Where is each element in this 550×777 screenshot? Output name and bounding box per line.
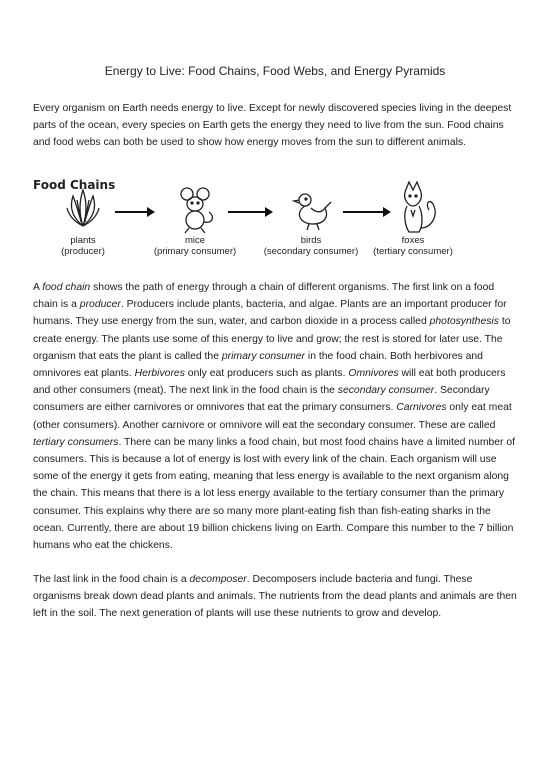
organism-name: foxes	[401, 235, 425, 246]
body-text: The last link in the food chain is a	[33, 574, 190, 585]
body-text: in the food chain. Both herbivores and omnivores eat plants.	[33, 350, 483, 380]
food-chain-figure	[33, 178, 521, 260]
food-chain-illustration	[33, 178, 521, 238]
document-title: Energy to Live: Food Chains, Food Webs, and Energy Pyramids	[104, 64, 446, 78]
organism-role: (producer)	[61, 246, 105, 257]
body-text: . There can be many links a food chain, but most food chains have a limited number of consumers. This is because a lot of energy is lost with every link of the chain. Each organism will use some of the energy it gets from eating, meaning that less energy is available to the next organism along the chain. This means that there is a lot less energy available to the tertiary consumer than the primary consumer. This explains why there are so many more plant-eating fish than fish-eating sharks in the ocean. Currently, there are about 19 billion chickens living on Earth. Compare this number to the 7 billion humans who eat the chickens.	[33, 436, 516, 552]
organism-role: (tertiary consumer)	[373, 246, 453, 257]
body-text: only eat producers such as plants.	[184, 368, 349, 380]
mouse-icon	[181, 188, 212, 233]
term-secondary-consumer: secondary consumer	[337, 385, 435, 397]
body-text: . Decomposers include bacteria and fungi. These organisms break down dead plants and animals. The nutrients from the dead plants and animals are then left in the soil. The next generation of plants will use these nutrients to grow and develop.	[33, 574, 517, 620]
organism-label	[353, 235, 473, 257]
term-primary-consumer: primary consumer	[221, 350, 306, 362]
term-decomposer: decomposer	[189, 574, 247, 585]
arrow-icon	[228, 207, 273, 217]
organism-role: (primary consumer)	[153, 246, 237, 257]
organism-name: mice	[184, 235, 206, 246]
body-text: will eat both producers and other consumers (meat). The next link in the food chain is the	[33, 368, 506, 397]
term-omnivores: Omnivores	[348, 368, 399, 380]
term-food-chain: food chain	[42, 282, 91, 293]
intro-paragraph: Every organism on Earth needs energy to live. Except for newly discovered species living in the deepest parts of the ocean, every species on Earth gets the energy they need to live from the sun. Food chains and food webs can both be used to show how energy moves from the sun to different animals.	[33, 103, 512, 149]
body-text: A	[33, 282, 43, 293]
organism-label	[23, 235, 143, 257]
fox-icon	[405, 182, 435, 232]
body-text: only eat meat (other consumers). Another carnivore or omnivore will eat the secondary consumer. These are called	[33, 402, 512, 431]
organism-name: plants	[70, 235, 96, 246]
body-text: shows the path of energy through a chain of different organisms. The first link on a food chain is a	[33, 282, 495, 311]
term-herbivores: Herbivores	[134, 368, 185, 380]
arrow-icon	[115, 207, 155, 217]
figure-title: Food Chains	[33, 178, 116, 192]
term-tertiary-consumers: tertiary consumers	[33, 436, 119, 448]
bird-icon	[294, 194, 331, 230]
organism-label	[135, 235, 255, 257]
body-text: . Secondary consumers are either carnivores or omnivores that eat the primary consumers.	[33, 385, 490, 414]
decomposer-paragraph	[33, 571, 521, 623]
organism-role: (secondary consumer)	[263, 246, 359, 257]
body-text: to create energy. The plants use some of this energy to live and grow; the rest is stored for later use. The organism that eats the plant is called the	[33, 316, 511, 362]
body-text: . Producers include plants, bacteria, and algae. Plants are an important producer for humans. They use energy from the sun, water, and carbon dioxide in a process called	[33, 299, 507, 328]
term-producer: producer	[79, 299, 121, 311]
organism-name: birds	[300, 235, 322, 246]
plant-icon	[67, 190, 99, 226]
food-chain-paragraph	[33, 279, 521, 554]
arrow-icon	[343, 207, 391, 217]
term-photosynthesis: photosynthesis	[429, 316, 499, 328]
term-carnivores: Carnivores	[396, 402, 447, 414]
